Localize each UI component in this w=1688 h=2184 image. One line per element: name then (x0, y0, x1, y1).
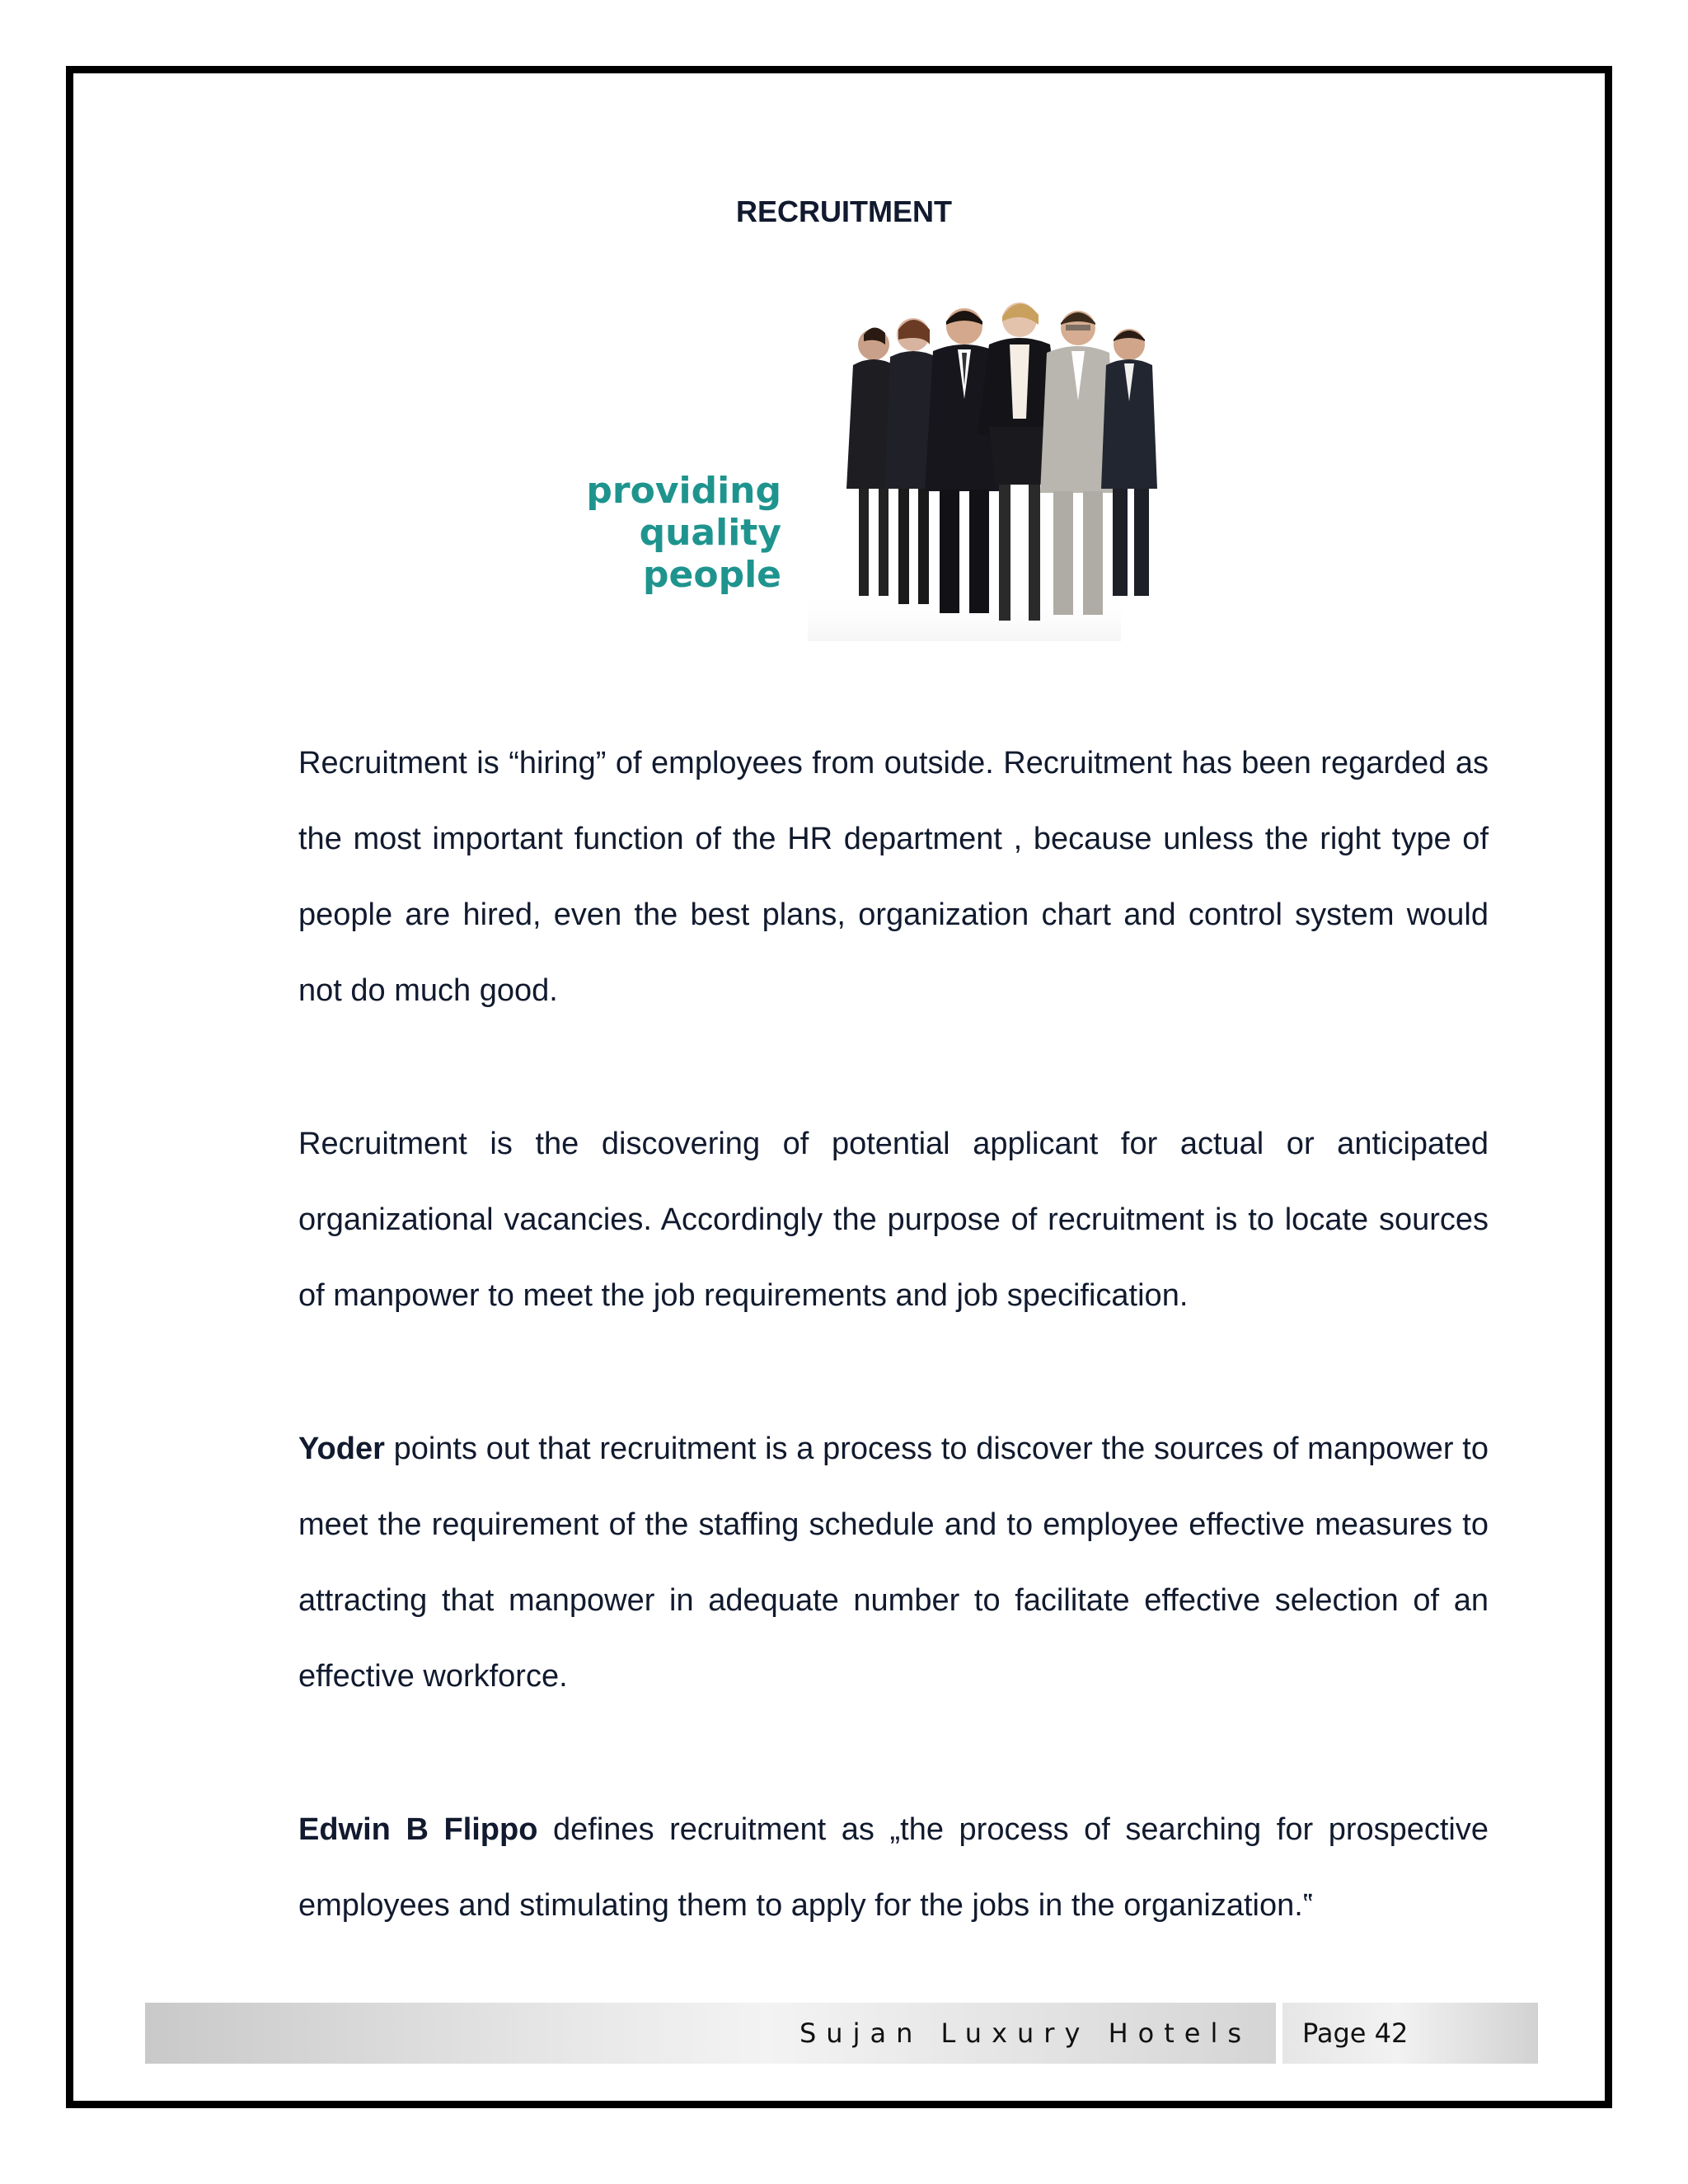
page-number: Page 42 (1302, 2018, 1409, 2049)
paragraph (298, 1792, 1489, 1943)
person-figure (1101, 329, 1157, 596)
page-heading: RECRUITMENT (736, 194, 952, 228)
paragraph-text: Recruitment is “hiring” of employees from outside. Recruitment has been regarded as the most important function of the HR department , because unless the right type of people are hired, even the best plans, organization chart and control system would not do much good. (298, 746, 1489, 1008)
paragraph-lead: Yoder (298, 1432, 385, 1466)
slogan-line: quality (639, 512, 781, 554)
paragraph-text: points out that recruitment is a process to discover the sources of manpower to meet the requirement of the staffing schedule and to employee effective measures to attracting that manpower in adequate number to facilitate effective selection of an effective workforce. (298, 1432, 1489, 1694)
business-people-illustration (602, 262, 1236, 649)
paragraph-text: Recruitment is the discovering of potential applicant for actual or anticipated organizational vacancies. Accordingly the purpose of recruitment is to locate sources of manpower to meet the job requirements and job specification. (298, 1127, 1489, 1313)
paragraph-lead: Edwin B Flippo (298, 1812, 538, 1847)
paragraph (298, 1411, 1489, 1714)
page-footer (145, 2003, 1538, 2064)
footer-brand: Sujan Luxury Hotels (799, 2018, 1251, 2049)
paragraph (298, 725, 1489, 1029)
paragraph-text: defines recruitment as „the process of searching for prospective employees and stimulating them to apply for the jobs in the organization.‟ (298, 1812, 1489, 1923)
slogan-line: people (643, 554, 781, 596)
slogan-line: providing (586, 470, 781, 512)
footer-brand-bar (145, 2003, 1276, 2064)
paragraph (298, 1106, 1489, 1333)
